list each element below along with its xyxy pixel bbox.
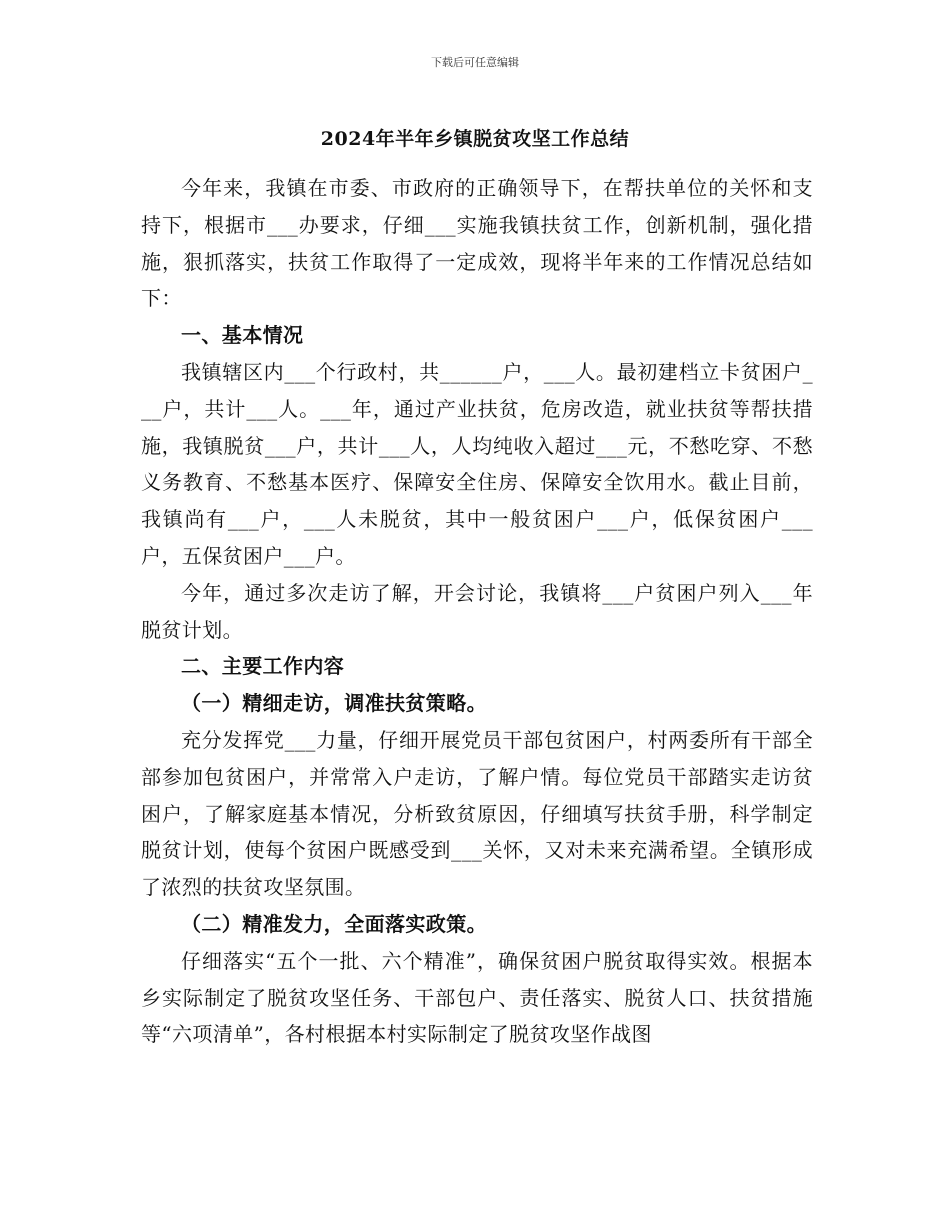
subsection-heading-1: （一）精细走访，调准扶贫策略。: [181, 691, 487, 716]
document-title: 2024年半年乡镇脱贫攻坚工作总结: [320, 128, 630, 150]
visits-paragraph: 充分发挥党___力量，仔细开展党员干部包贫困户，村两委所有干部全部参加包贫困户，并常常入户走访，了解户情。每位党员干部踏实走访贫困户，了解家庭基本情况，分析致贫原因，仔细填写扶贫手册，科学制定脱贫计划，使每个贫困户既感受到___关怀，又对未来充满希望。全镇形成了浓烈的扶贫攻坚氛围。: [141, 727, 813, 900]
subsection-heading-2: （二）精准发力，全面落实政策。: [181, 911, 487, 936]
intro-paragraph: 今年来，我镇在市委、市政府的正确领导下，在帮扶单位的关怀和支持下，根据市___办要求，仔细___实施我镇扶贫工作，创新机制，强化措施，狠抓落实，扶贫工作取得了一定成效，现将半年来的工作情况总结如下：: [141, 176, 813, 311]
plan-paragraph: 今年，通过多次走访了解，开会讨论，我镇将___户贫困户列入___年脱贫计划。: [141, 580, 813, 642]
policy-paragraph: 仔细落实“五个一批、六个精准”，确保贫困户脱贫取得实效。根据本乡实际制定了脱贫攻坚任务、干部包户、责任落实、脱贫人口、扶贫措施等“六项清单”，各村根据本村实际制定了脱贫攻坚作战图: [141, 948, 813, 1047]
header-note: 下载后可任意编辑: [431, 56, 519, 69]
basic-situation-paragraph: 我镇辖区内___个行政村，共______户，___人。最初建档立卡贫困户___户，共计___人。___年，通过产业扶贫，危房改造，就业扶贫等帮扶措施，我镇脱贫___户，共计___人，人均纯收入超过___元，不愁吃穿、不愁义务教育、不愁基本医疗、保障安全住房、保障安全饮用水。截止目前，我镇尚有___户，___人未脱贫，其中一般贫困户___户，低保贫困户___户，五保贫困户___户。: [141, 359, 813, 568]
section-heading-main-work: 二、主要工作内容: [181, 654, 345, 679]
section-heading-basic-situation: 一、基本情况: [181, 323, 304, 348]
document-body: [141, 170, 813, 1053]
